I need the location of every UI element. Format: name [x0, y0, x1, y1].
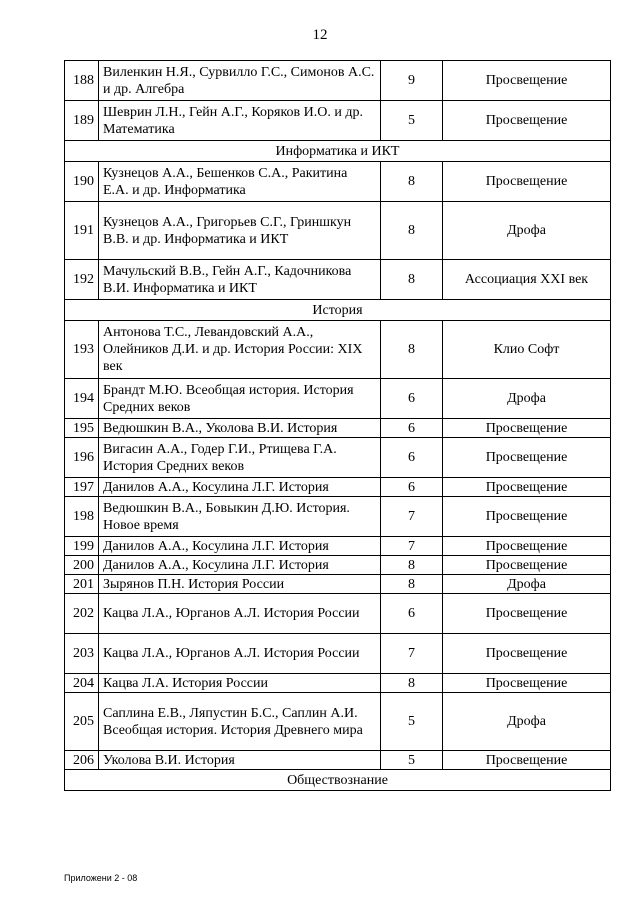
publisher-cell: Просвещение [443, 537, 611, 556]
section-title: Информатика и ИКТ [65, 141, 611, 162]
table-row [65, 594, 611, 634]
row-number: 192 [65, 260, 99, 300]
section-row [65, 770, 611, 791]
book-title: Кацва Л.А., Юрганов А.Л. История России [99, 594, 381, 634]
row-number: 200 [65, 556, 99, 575]
row-number: 199 [65, 537, 99, 556]
row-number: 190 [65, 162, 99, 202]
book-title: Антонова Т.С., Левандовский А.А., Олейников Д.И. и др. История России: XIX век [99, 321, 381, 379]
grade-cell: 5 [381, 751, 443, 770]
publisher-cell: Просвещение [443, 162, 611, 202]
row-number: 189 [65, 101, 99, 141]
publisher-cell: Просвещение [443, 751, 611, 770]
row-number: 206 [65, 751, 99, 770]
grade-cell: 8 [381, 575, 443, 594]
table-row [65, 61, 611, 101]
page-number: 12 [312, 27, 328, 43]
section-title: История [65, 300, 611, 321]
book-title: Саплина Е.В., Ляпустин Б.С., Саплин А.И. Всеобщая история. История Древнего мира [99, 693, 381, 751]
grade-cell: 8 [381, 321, 443, 379]
row-number: 198 [65, 497, 99, 537]
publisher-cell: Просвещение [443, 497, 611, 537]
book-title: Мачульский В.В., Гейн А.Г., Кадочникова В.И. Информатика и ИКТ [99, 260, 381, 300]
grade-cell: 6 [381, 438, 443, 478]
textbook-table [64, 60, 611, 791]
grade-cell: 6 [381, 419, 443, 438]
publisher-cell: Ассоциация XXI век [443, 260, 611, 300]
grade-cell: 5 [381, 101, 443, 141]
row-number: 195 [65, 419, 99, 438]
grade-cell: 6 [381, 379, 443, 419]
table-row [65, 260, 611, 300]
table-row [65, 497, 611, 537]
publisher-cell: Дрофа [443, 693, 611, 751]
book-title: Данилов А.А., Косулина Л.Г. История [99, 556, 381, 575]
table-row [65, 101, 611, 141]
book-title: Ведюшкин В.А., Уколова В.И. История [99, 419, 381, 438]
row-number: 203 [65, 634, 99, 674]
footer-note: Приложени 2 - 08 [64, 873, 138, 883]
grade-cell: 5 [381, 693, 443, 751]
publisher-cell: Просвещение [443, 419, 611, 438]
table-body [65, 61, 611, 791]
row-number: 201 [65, 575, 99, 594]
publisher-cell: Просвещение [443, 634, 611, 674]
table-row [65, 537, 611, 556]
row-number: 204 [65, 674, 99, 693]
book-title: Брандт М.Ю. Всеобщая история. История Средних веков [99, 379, 381, 419]
table-row [65, 634, 611, 674]
book-title: Данилов А.А., Косулина Л.Г. История [99, 537, 381, 556]
grade-cell: 7 [381, 497, 443, 537]
book-title: Кузнецов А.А., Бешенков С.А., Ракитина Е.А. и др. Информатика [99, 162, 381, 202]
grade-cell: 8 [381, 674, 443, 693]
publisher-cell: Просвещение [443, 556, 611, 575]
grade-cell: 8 [381, 202, 443, 260]
book-title: Данилов А.А., Косулина Л.Г. История [99, 478, 381, 497]
table-row [65, 674, 611, 693]
section-row [65, 300, 611, 321]
book-title: Вигасин А.А., Годер Г.И., Ртищева Г.А. История Средних веков [99, 438, 381, 478]
publisher-cell: Клио Софт [443, 321, 611, 379]
publisher-cell: Просвещение [443, 101, 611, 141]
book-title: Уколова В.И. История [99, 751, 381, 770]
grade-cell: 8 [381, 556, 443, 575]
table-row [65, 419, 611, 438]
row-number: 205 [65, 693, 99, 751]
row-number: 196 [65, 438, 99, 478]
grade-cell: 8 [381, 260, 443, 300]
table-row [65, 478, 611, 497]
section-row [65, 141, 611, 162]
row-number: 202 [65, 594, 99, 634]
table-row [65, 575, 611, 594]
book-title: Виленкин Н.Я., Сурвилло Г.С., Симонов А.С. и др. Алгебра [99, 61, 381, 101]
table-row [65, 438, 611, 478]
publisher-cell: Просвещение [443, 478, 611, 497]
table-row [65, 162, 611, 202]
row-number: 191 [65, 202, 99, 260]
table-row [65, 693, 611, 751]
publisher-cell: Дрофа [443, 379, 611, 419]
table-row [65, 379, 611, 419]
grade-cell: 6 [381, 594, 443, 634]
publisher-cell: Дрофа [443, 575, 611, 594]
table-row [65, 202, 611, 260]
book-title: Кузнецов А.А., Григорьев С.Г., Гриншкун В.В. и др. Информатика и ИКТ [99, 202, 381, 260]
book-title: Ведюшкин В.А., Бовыкин Д.Ю. История. Новое время [99, 497, 381, 537]
book-title: Кацва Л.А. История России [99, 674, 381, 693]
publisher-cell: Просвещение [443, 438, 611, 478]
book-title: Кацва Л.А., Юрганов А.Л. История России [99, 634, 381, 674]
table-row [65, 321, 611, 379]
publisher-cell: Просвещение [443, 594, 611, 634]
book-title: Зырянов П.Н. История России [99, 575, 381, 594]
row-number: 197 [65, 478, 99, 497]
grade-cell: 8 [381, 162, 443, 202]
row-number: 193 [65, 321, 99, 379]
row-number: 194 [65, 379, 99, 419]
publisher-cell: Просвещение [443, 674, 611, 693]
grade-cell: 7 [381, 537, 443, 556]
book-title: Шеврин Л.Н., Гейн А.Г., Коряков И.О. и др. Математика [99, 101, 381, 141]
table-row [65, 751, 611, 770]
grade-cell: 9 [381, 61, 443, 101]
row-number: 188 [65, 61, 99, 101]
grade-cell: 6 [381, 478, 443, 497]
publisher-cell: Просвещение [443, 61, 611, 101]
table-row [65, 556, 611, 575]
grade-cell: 7 [381, 634, 443, 674]
publisher-cell: Дрофа [443, 202, 611, 260]
section-title: Обществознание [65, 770, 611, 791]
